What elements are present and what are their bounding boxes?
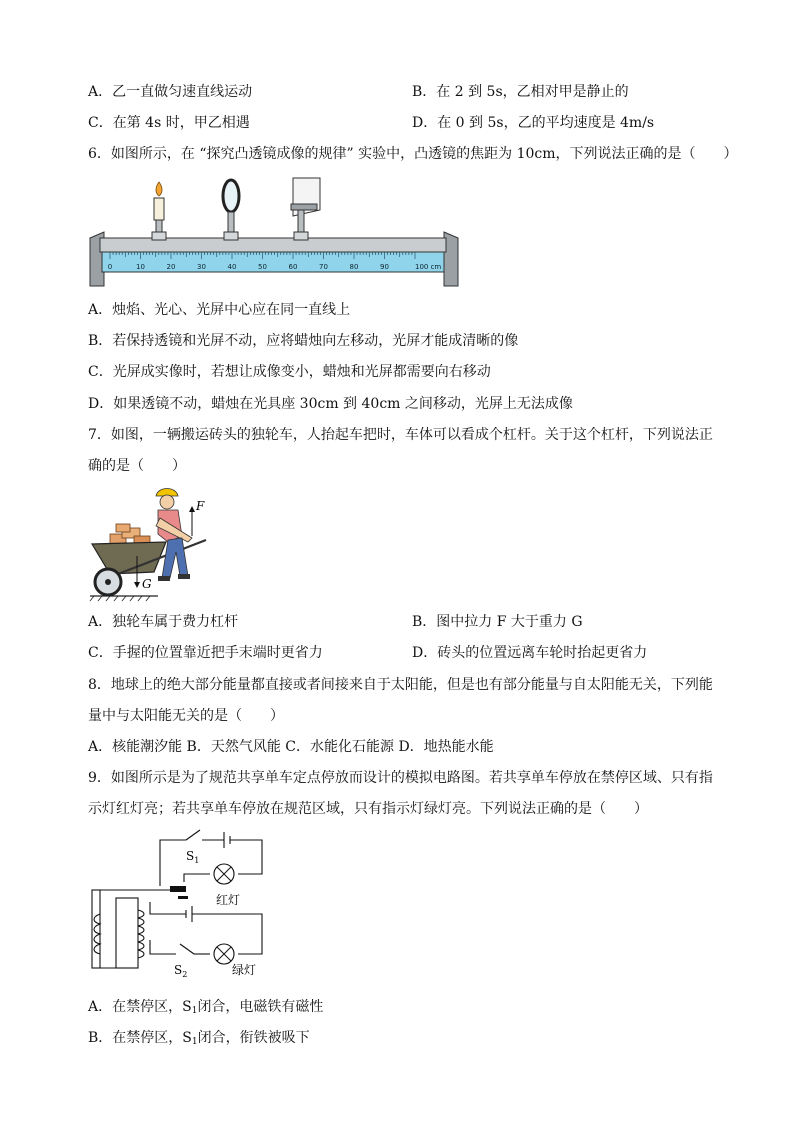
ruler-tick-label: 80: [349, 263, 359, 271]
switch-s1-label: $S_1$: [186, 849, 200, 865]
worker-icon: [156, 489, 192, 582]
ruler-tick-label: 20: [166, 263, 176, 271]
ruler-tick-label: 40: [227, 263, 237, 271]
convex-lens-icon: [223, 180, 239, 240]
q6-option-b: B．若保持透镜和光屏不动，应将蜡烛向左移动，光屏才能成清晰的像: [88, 333, 519, 349]
q5-option-d: D．在 0 到 5s，乙的平均速度是 4m/s: [412, 115, 655, 131]
weight-label-g: G: [142, 577, 152, 591]
switch-s2-label: $S_2$: [174, 963, 188, 979]
q6-stem: 6．如图所示，在 “探究凸透镜成像的规律” 实验中，凸透镜的焦距为 10cm，下列说法正确的是（ ）: [88, 146, 738, 162]
ruler-tick-label: 100 cm: [415, 263, 442, 271]
wheelbarrow-figure: [88, 484, 218, 604]
q7-option-d: D．砖头的位置远离车轮时抬起更省力: [412, 645, 648, 661]
q6-option-a: A．烛焰、光心、光屏中心应在同一直线上: [88, 302, 351, 318]
q5-option-c: C．在第 4s 时，甲乙相遇: [88, 115, 250, 131]
q6-option-c: C．光屏成实像时，若想让成像变小，蜡烛和光屏都需要向右移动: [88, 364, 491, 380]
q7-option-a: A．独轮车属于费力杠杆: [88, 614, 239, 630]
red-lamp-label: 红灯: [216, 893, 241, 907]
green-lamp-label: 绿灯: [232, 963, 257, 977]
ruler-tick-label: 30: [197, 263, 206, 271]
ruler-tick-label: 90: [380, 263, 389, 271]
q8-stem-line1: 8．地球上的绝大部分能量都直接或者间接来自于太阳能，但是也有部分能量与自太阳能无关，下列能: [88, 677, 713, 693]
q9-option-b: B．在禁停区，$S_1$闭合，衔铁被吸下: [88, 1030, 310, 1047]
ruler-tick-label: 70: [319, 263, 328, 271]
q8-options: A．核能潮汐能 B．天然气风能 C．水能化石能源 D．地热能水能: [88, 739, 494, 755]
q9-stem-line2: 示灯红灯亮；若共享单车停放在规范区域，只有指示灯绿灯亮。下列说法正确的是（ ）: [88, 801, 648, 817]
ruler-tick-label: 0: [107, 263, 113, 271]
q7-option-c: C．手握的位置靠近把手末端时更省力: [88, 645, 323, 661]
q7-option-b: B．图中拉力 F 大于重力 G: [412, 614, 583, 630]
q6-option-d: D．如果透镜不动，蜡烛在光具座 30cm 到 40cm 之间移动，光屏上无法成像: [88, 396, 573, 412]
ruler-tick-label: 60: [288, 263, 298, 271]
candle-icon: [152, 182, 166, 240]
circuit-figure: [88, 828, 278, 979]
q7-stem-line1: 7．如图，一辆搬运砖头的独轮车，人抬起车把时，车体可以看成个杠杆。关于这个杠杆，下列说法正: [88, 427, 713, 443]
green-lamp-icon: [214, 944, 234, 964]
optical-bench-figure: [88, 176, 460, 288]
q5-option-a: A．乙一直做匀速直线运动: [88, 84, 253, 100]
light-screen-icon: [291, 178, 320, 240]
ruler-tick-label: 50: [258, 263, 267, 271]
red-lamp-icon: [214, 864, 234, 884]
ruler-tick-label: 10: [136, 263, 145, 271]
q9-stem-line1: 9．如图所示是为了规范共享单车定点停放而设计的模拟电路图。若共享单车停放在禁停区域、只有指: [88, 770, 713, 786]
q9-option-a: A．在禁停区，$S_1$闭合，电磁铁有磁性: [88, 999, 324, 1016]
q5-option-b: B．在 2 到 5s，乙相对甲是静止的: [412, 84, 629, 100]
force-label-f: F: [196, 499, 205, 513]
q8-stem-line2: 量中与太阳能无关的是（ ）: [88, 708, 284, 724]
q7-stem-line2: 确的是（ ）: [88, 458, 186, 474]
